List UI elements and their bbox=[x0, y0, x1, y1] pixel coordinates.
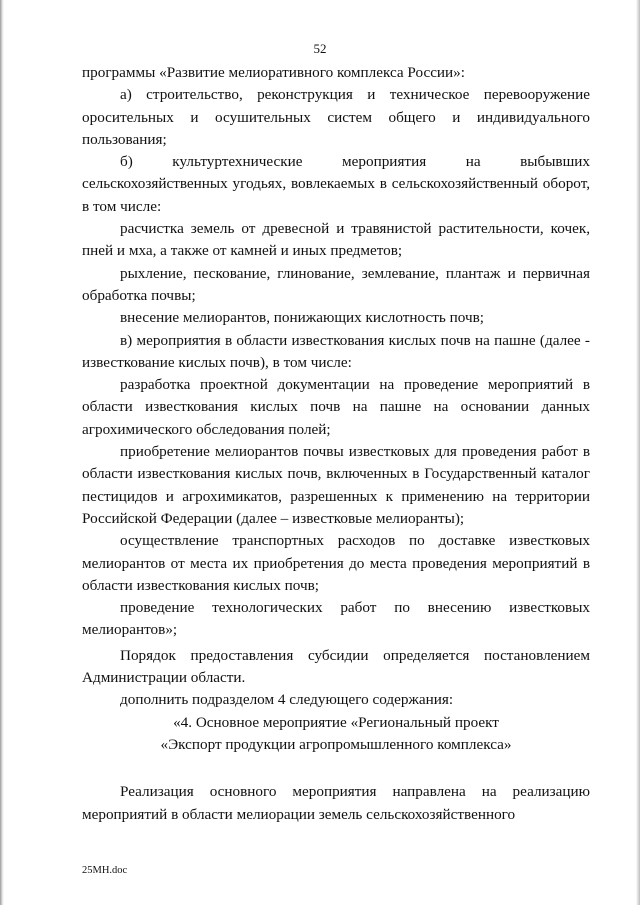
paragraph-item-b: б) культуртехнические мероприятия на выбывших сельскохозяйственных угодьях, вовлекаемых в сельскохозяйственный оборот, в том числе: bbox=[82, 153, 590, 215]
document-body bbox=[82, 62, 590, 826]
page-number: 52 bbox=[313, 41, 327, 56]
footer-filename: 25МН.doc bbox=[82, 865, 128, 876]
scan-left-edge bbox=[0, 0, 4, 905]
paragraph-land-clearing: расчистка земель от древесной и травянистой растительности, кочек, пней и мха, а также от камней и иных предметов; bbox=[82, 220, 590, 260]
paragraph-project-docs: разработка проектной документации на проведение мероприятий в области известкования кислых почв на пашне на основании данных агрохимического обследования полей; bbox=[82, 376, 590, 438]
paragraph-item-v: в) мероприятия в области известкования кислых почв на пашне (далее - известкование кислых почв), в том числе: bbox=[82, 331, 590, 371]
paragraph-subsidy-procedure: Порядок предоставления субсидии определяется постановлением Администрации области. bbox=[82, 646, 590, 687]
paragraph-tech-works: проведение технологических работ по внесению известковых мелиорантов»; bbox=[82, 599, 590, 639]
paragraph-ameliorants: внесение мелиорантов, понижающих кислотность почв; bbox=[120, 309, 484, 327]
paragraph-implementation: Реализация основного мероприятия направлена на реализацию мероприятий в области мелиорации земель сельскохозяйственного bbox=[82, 783, 590, 823]
scan-right-edge bbox=[636, 0, 640, 905]
paragraph-transport-costs: осуществление транспортных расходов по доставке известковых мелиорантов от места их приобретения до места проведения мероприятий в области известкования кислых почв; bbox=[82, 532, 590, 594]
paragraph-item-a: а) строительство, реконструкция и техническое перевооружение оросительных и осушительных систем общего и индивидуального пользования; bbox=[82, 86, 590, 148]
paragraph-add-subsection: дополнить подразделом 4 следующего содержания: bbox=[120, 691, 454, 709]
paragraph-program-intro: программы «Развитие мелиоративного комплекса России»: bbox=[82, 64, 466, 81]
section-heading-line-2: «Экспорт продукции агропромышленного комплекса» bbox=[160, 735, 512, 753]
paragraph-soil-treatment: рыхление, пескование, глинование, землевание, плантаж и первичная обработка почвы; bbox=[82, 264, 590, 304]
paragraph-lime-purchase: приобретение мелиорантов почвы известковых для проведения работ в области известкования кислых почв, включенных в Государственный каталог пестицидов и агрохимикатов, разрешенных к применению на территории Российской Федерации (далее – известковые мелиоранты); bbox=[82, 443, 590, 527]
section-heading-line-1: «4. Основное мероприятие «Региональный проект bbox=[173, 713, 499, 731]
